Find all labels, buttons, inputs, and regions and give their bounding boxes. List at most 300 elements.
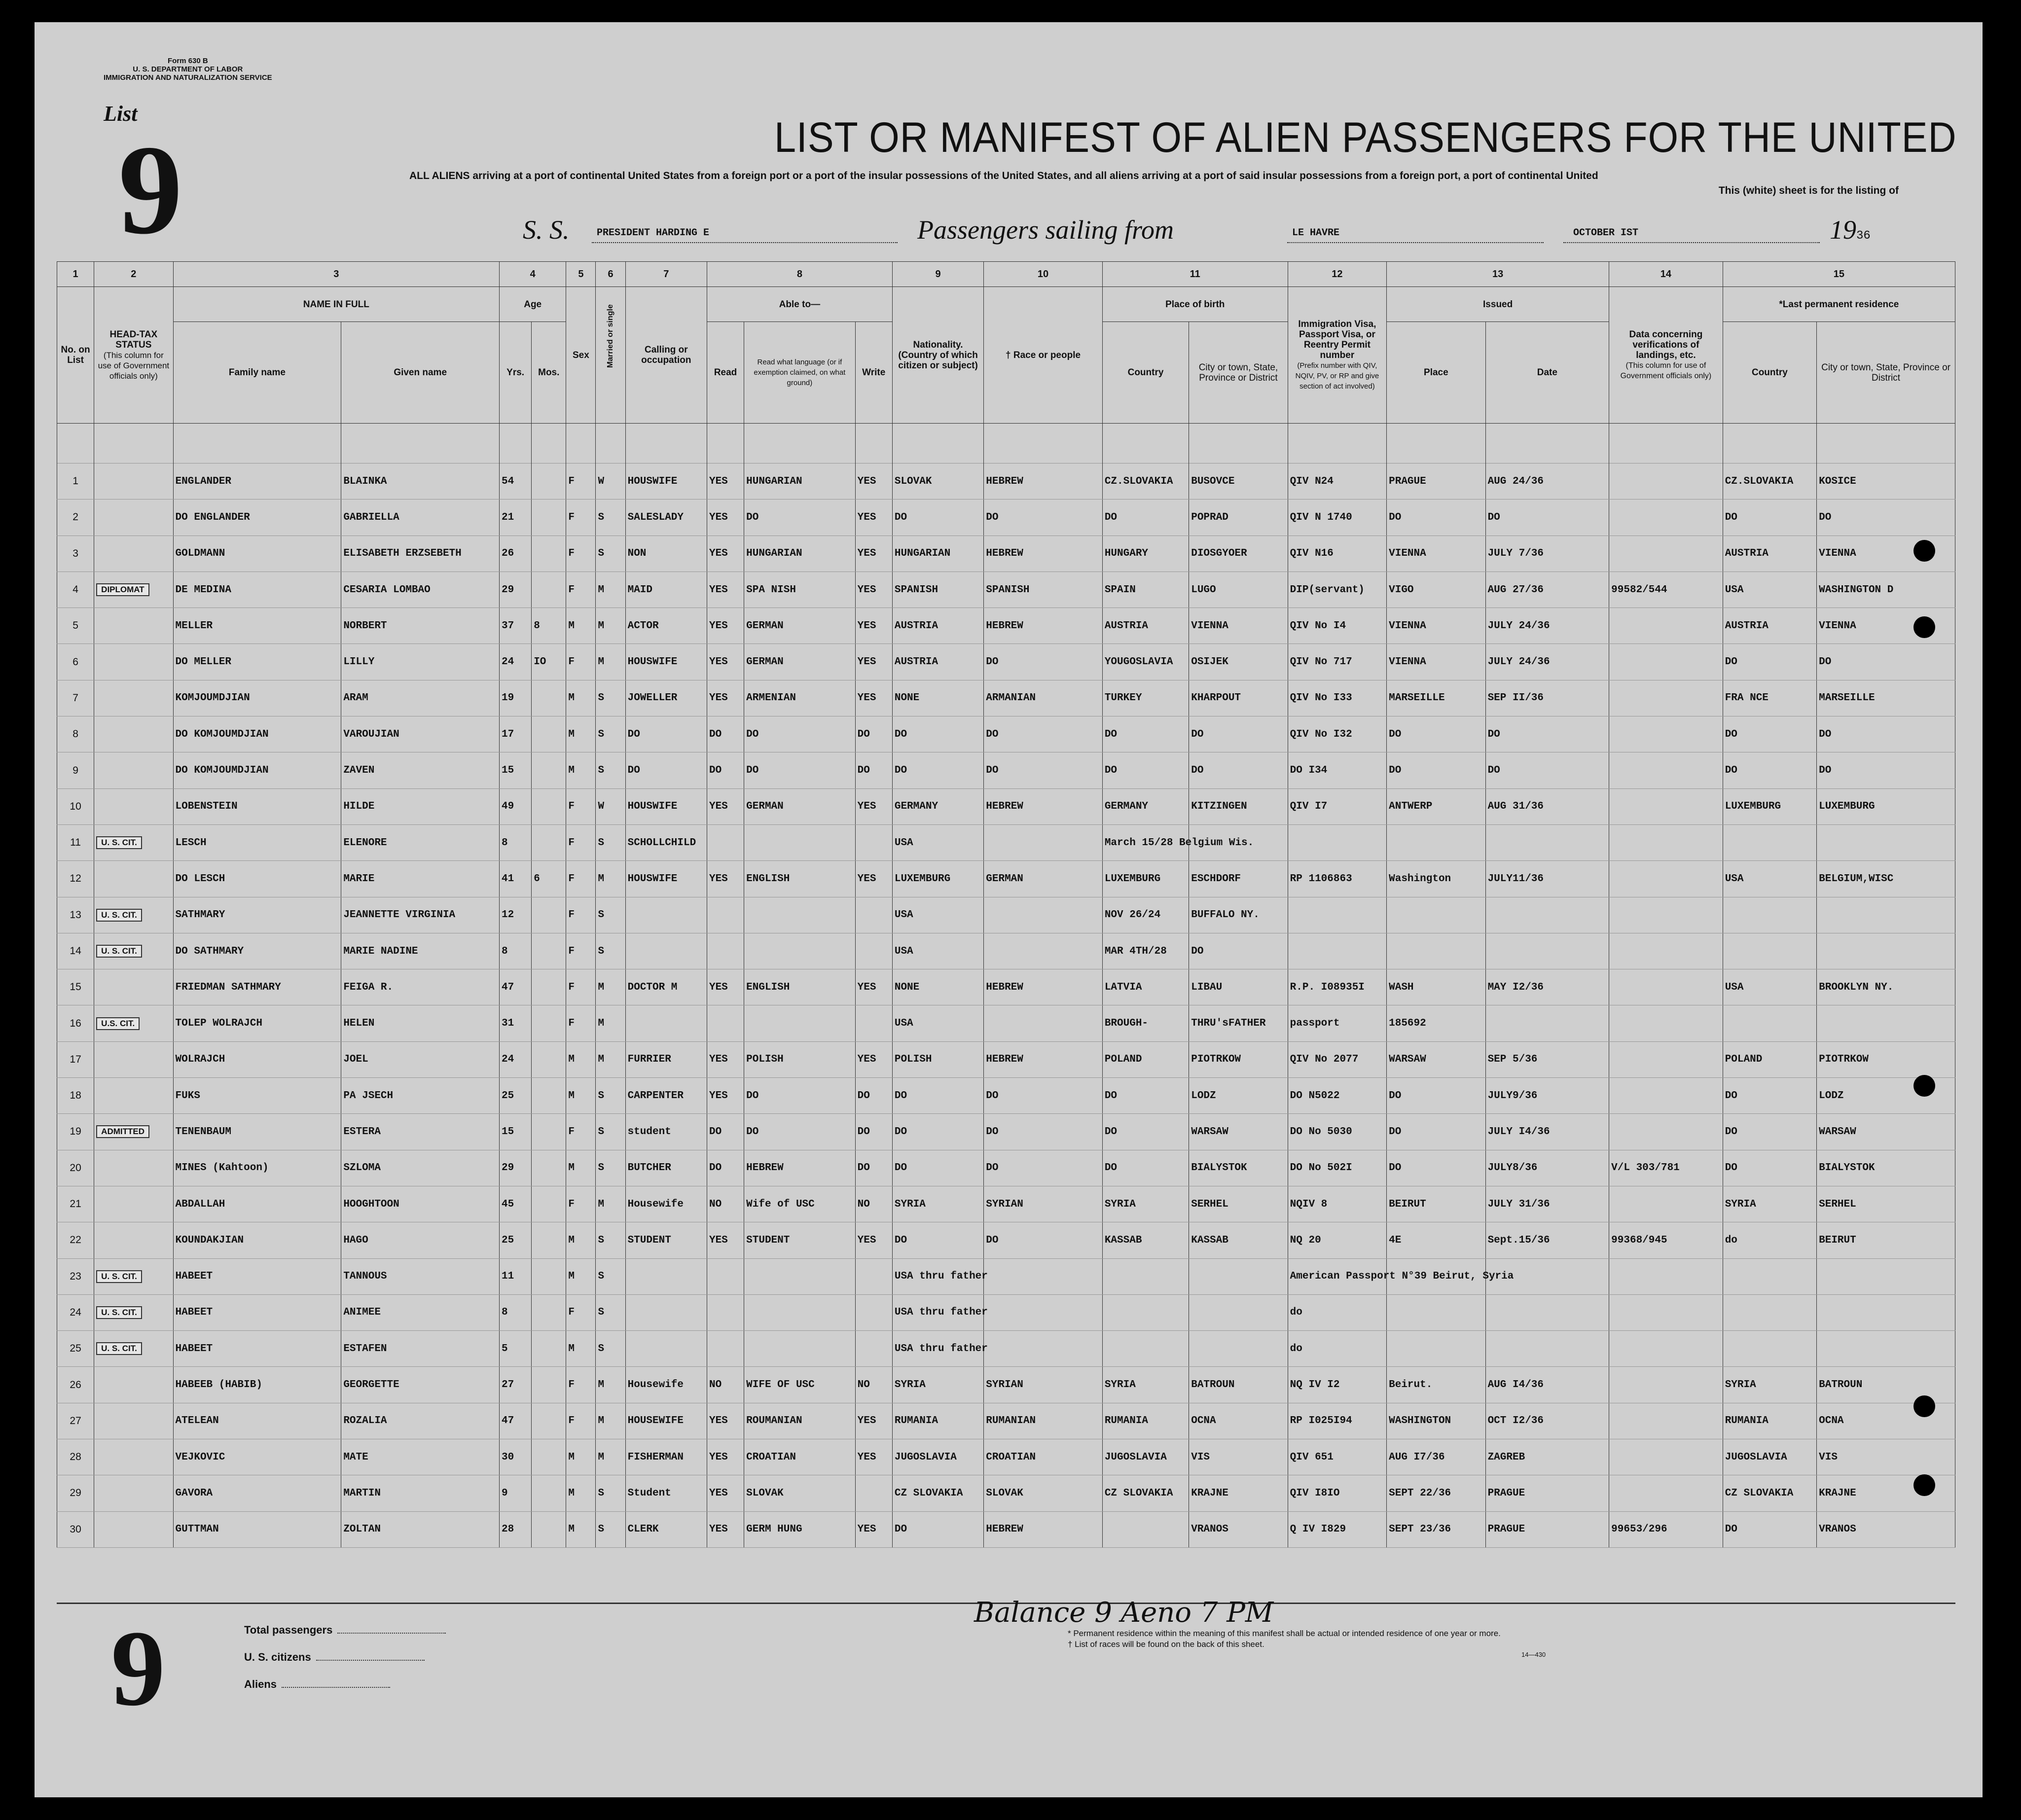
birth-city: KRAJNE <box>1189 1475 1288 1511</box>
issued-date: AUG 31/36 <box>1485 788 1609 824</box>
us-citizens-line <box>244 1651 425 1664</box>
can-write <box>855 1294 892 1330</box>
residence-city <box>1817 1331 1955 1367</box>
birth-country: CZ SLOVAKIA <box>1102 1475 1189 1511</box>
sex: F <box>566 1005 596 1041</box>
residence-country: DO <box>1723 1150 1816 1186</box>
birth-city: PIOTRKOW <box>1189 1041 1288 1077</box>
read-language: SLOVAK <box>744 1475 856 1511</box>
row-number: 6 <box>57 644 94 680</box>
age-months <box>532 571 566 607</box>
issued-date: JULY 24/36 <box>1485 608 1609 644</box>
race: DO <box>984 1150 1103 1186</box>
punch-hole <box>1913 1395 1935 1417</box>
head-tax-stamp: U. S. CIT. <box>96 909 142 922</box>
family-name: TENENBAUM <box>173 1114 341 1150</box>
residence-country: AUSTRIA <box>1723 535 1816 571</box>
visa-number: DO N5022 <box>1288 1078 1386 1114</box>
residence-country <box>1723 1258 1816 1294</box>
birth-city: OCNA <box>1189 1403 1288 1439</box>
marital-status: S <box>596 824 625 860</box>
race: HEBREW <box>984 969 1103 1005</box>
race: DO <box>984 716 1103 752</box>
nationality: AUSTRIA <box>892 608 983 644</box>
issued-place: WARSAW <box>1387 1041 1485 1077</box>
can-write: YES <box>855 1222 892 1258</box>
issued-date <box>1485 1331 1609 1367</box>
head-tax-status <box>94 788 173 824</box>
departure-port: LE HAVRE <box>1292 227 1340 239</box>
read-language: POLISH <box>744 1041 856 1077</box>
issued-date: JULY 31/36 <box>1485 1186 1609 1222</box>
visa-number: DIP(servant) <box>1288 571 1386 607</box>
family-name: HABEEB (HABIB) <box>173 1367 341 1403</box>
age-months <box>532 1005 566 1041</box>
family-name: MINES (Kahtoon) <box>173 1150 341 1186</box>
birth-city: POPRAD <box>1189 500 1288 535</box>
family-name: FUKS <box>173 1078 341 1114</box>
row-number: 19 <box>57 1114 94 1150</box>
age-years: 29 <box>500 1150 532 1186</box>
read-language <box>744 933 856 969</box>
age-months <box>532 1367 566 1403</box>
family-name: MELLER <box>173 608 341 644</box>
head-tax-status <box>94 535 173 571</box>
residence-city: DO <box>1817 500 1955 535</box>
column-number: 12 <box>1288 262 1386 287</box>
given-name: JEANNETTE VIRGINIA <box>341 897 500 933</box>
read-language: DO <box>744 500 856 535</box>
can-read <box>707 1005 744 1041</box>
head-tax-status <box>94 571 173 607</box>
issued-date: JULY11/36 <box>1485 861 1609 897</box>
head-tax-status <box>94 1439 173 1475</box>
residence-country: SYRIA <box>1723 1367 1816 1403</box>
row-number: 8 <box>57 716 94 752</box>
age-months <box>532 464 566 500</box>
column-number: 15 <box>1723 262 1955 287</box>
table-row <box>57 752 1955 788</box>
birth-country: JUGOSLAVIA <box>1102 1439 1189 1475</box>
birth-city: KITZINGEN <box>1189 788 1288 824</box>
race <box>984 1005 1103 1041</box>
given-name: VAROUJIAN <box>341 716 500 752</box>
issued-place <box>1387 897 1485 933</box>
birth-city: KHARPOUT <box>1189 680 1288 716</box>
issued-place <box>1387 933 1485 969</box>
head-tax-status <box>94 1041 173 1077</box>
table-row <box>57 1114 1955 1150</box>
head-tax-stamp: ADMITTED <box>96 1125 149 1138</box>
residence-city <box>1817 1258 1955 1294</box>
can-write: YES <box>855 1439 892 1475</box>
year-prefix: 19 <box>1830 215 1856 245</box>
visa-number: DO No 502I <box>1288 1150 1386 1186</box>
residence-country: CZ SLOVAKIA <box>1723 1475 1816 1511</box>
table-row <box>57 1367 1955 1403</box>
row-number: 18 <box>57 1078 94 1114</box>
table-row <box>57 608 1955 644</box>
sex: F <box>566 535 596 571</box>
residence-country: do <box>1723 1222 1816 1258</box>
landing-data <box>1609 535 1723 571</box>
occupation: STUDENT <box>625 1222 707 1258</box>
marital-status: M <box>596 571 625 607</box>
header-landings <box>1609 287 1723 424</box>
birth-city: BATROUN <box>1189 1367 1288 1403</box>
header-row-1 <box>57 287 1955 322</box>
row-number: 12 <box>57 861 94 897</box>
residence-city: VIENNA <box>1817 535 1955 571</box>
table-row <box>57 1150 1955 1186</box>
can-write <box>855 1331 892 1367</box>
table-row <box>57 1511 1955 1547</box>
read-language: DO <box>744 1078 856 1114</box>
race: SPANISH <box>984 571 1103 607</box>
table-row <box>57 897 1955 933</box>
sex: M <box>566 1041 596 1077</box>
residence-city: LUXEMBURG <box>1817 788 1955 824</box>
landing-data <box>1609 824 1723 860</box>
row-number: 24 <box>57 1294 94 1330</box>
race: SLOVAK <box>984 1475 1103 1511</box>
header-residence-country: Country <box>1723 322 1816 424</box>
age-years: 49 <box>500 788 532 824</box>
read-language: SPA NISH <box>744 571 856 607</box>
birth-city: VIS <box>1189 1439 1288 1475</box>
table-row <box>57 1258 1955 1294</box>
can-read: YES <box>707 861 744 897</box>
read-language: DO <box>744 716 856 752</box>
birth-country <box>1102 1511 1189 1547</box>
race <box>984 1331 1103 1367</box>
can-write: YES <box>855 1511 892 1547</box>
header-read-language: Read what language (or if exemption claimed, on what ground) <box>744 322 856 424</box>
age-years: 25 <box>500 1222 532 1258</box>
row-number: 4 <box>57 571 94 607</box>
footer-list-number: 9 <box>111 1608 165 1728</box>
race: SYRIAN <box>984 1186 1103 1222</box>
age-months <box>532 969 566 1005</box>
list-label: List <box>104 102 138 126</box>
given-name: HAGO <box>341 1222 500 1258</box>
issued-date: PRAGUE <box>1485 1511 1609 1547</box>
birth-country <box>1102 1331 1189 1367</box>
visa-number: RP 1106863 <box>1288 861 1386 897</box>
residence-country: JUGOSLAVIA <box>1723 1439 1816 1475</box>
row-number: 3 <box>57 535 94 571</box>
can-write: DO <box>855 752 892 788</box>
head-tax-status <box>94 933 173 969</box>
occupation: SCHOLLCHILD <box>625 824 707 860</box>
issued-place <box>1387 824 1485 860</box>
occupation: MAID <box>625 571 707 607</box>
head-tax-status <box>94 1475 173 1511</box>
read-language: CROATIAN <box>744 1439 856 1475</box>
read-language: DO <box>744 752 856 788</box>
residence-country: LUXEMBURG <box>1723 788 1816 824</box>
landing-data <box>1609 861 1723 897</box>
marital-status: S <box>596 500 625 535</box>
birth-country: GERMANY <box>1102 788 1189 824</box>
birth-city: WARSAW <box>1189 1114 1288 1150</box>
birth-country: DO <box>1102 1078 1189 1114</box>
family-name: SATHMARY <box>173 897 341 933</box>
age-years: 8 <box>500 1294 532 1330</box>
age-years: 54 <box>500 464 532 500</box>
age-months <box>532 1294 566 1330</box>
birth-country: DO <box>1102 1150 1189 1186</box>
residence-country: USA <box>1723 571 1816 607</box>
row-number: 25 <box>57 1331 94 1367</box>
visa-number: NQIV 8 <box>1288 1186 1386 1222</box>
race: DO <box>984 1078 1103 1114</box>
nationality: LUXEMBURG <box>892 861 983 897</box>
can-write <box>855 1258 892 1294</box>
marital-status: M <box>596 1005 625 1041</box>
landing-data <box>1609 1475 1723 1511</box>
head-tax-note: (This column for use of Government officials only) <box>98 350 170 381</box>
residence-city: VIENNA <box>1817 608 1955 644</box>
header-head-tax <box>94 287 173 424</box>
residence-city: BIALYSTOK <box>1817 1150 1955 1186</box>
nationality: JUGOSLAVIA <box>892 1439 983 1475</box>
issued-date: AUG 27/36 <box>1485 571 1609 607</box>
occupation <box>625 1258 707 1294</box>
issued-place: DO <box>1387 716 1485 752</box>
manifest-footer <box>57 1597 1955 1777</box>
subtitle-sheet: This (white) sheet is for the listing of <box>1718 185 1899 196</box>
given-name: MARTIN <box>341 1475 500 1511</box>
landing-data <box>1609 464 1723 500</box>
age-years: 15 <box>500 1114 532 1150</box>
age-years: 9 <box>500 1475 532 1511</box>
can-write: YES <box>855 500 892 535</box>
read-language: WIFE OF USC <box>744 1367 856 1403</box>
occupation <box>625 933 707 969</box>
birth-country: HUNGARY <box>1102 535 1189 571</box>
residence-country: DO <box>1723 500 1816 535</box>
header-nationality: Nationality. (Country of which citizen or subject) <box>892 287 983 424</box>
head-tax-status <box>94 1005 173 1041</box>
birth-country: SYRIA <box>1102 1186 1189 1222</box>
can-write: DO <box>855 1150 892 1186</box>
header-married <box>596 287 625 424</box>
page-title: LIST OR MANIFEST OF ALIEN PASSENGERS FOR THE UNITED <box>774 114 1957 161</box>
birth-city: THRU'sFATHER <box>1189 1005 1288 1041</box>
birth-country: TURKEY <box>1102 680 1189 716</box>
visa-number: QIV No I4 <box>1288 608 1386 644</box>
occupation <box>625 1005 707 1041</box>
read-language <box>744 824 856 860</box>
birth-city: OSIJEK <box>1189 644 1288 680</box>
birth-city: LODZ <box>1189 1078 1288 1114</box>
row-number: 11 <box>57 824 94 860</box>
marital-status: S <box>596 1294 625 1330</box>
sex: M <box>566 1439 596 1475</box>
residence-country: POLAND <box>1723 1041 1816 1077</box>
nationality: DO <box>892 1114 983 1150</box>
marital-status: S <box>596 1222 625 1258</box>
race: ARMANIAN <box>984 680 1103 716</box>
sex: M <box>566 1331 596 1367</box>
passenger-rows <box>57 464 1955 1548</box>
head-tax-status <box>94 680 173 716</box>
birth-country: March 15/28 Belgium Wis. <box>1102 824 1189 860</box>
issued-date: ZAGREB <box>1485 1439 1609 1475</box>
ship-name: PRESIDENT HARDING E <box>597 227 710 239</box>
visa-number <box>1288 824 1386 860</box>
read-language: ARMENIAN <box>744 680 856 716</box>
residence-city: LODZ <box>1817 1078 1955 1114</box>
given-name: HOOGHTOON <box>341 1186 500 1222</box>
nationality: POLISH <box>892 1041 983 1077</box>
residence-country: USA <box>1723 861 1816 897</box>
sex: F <box>566 969 596 1005</box>
header-race: † Race or people <box>984 287 1103 424</box>
family-name: DO KOMJOUMDJIAN <box>173 752 341 788</box>
visa-number: passport <box>1288 1005 1386 1041</box>
family-name: KOMJOUMDJIAN <box>173 680 341 716</box>
race <box>984 933 1103 969</box>
aliens-blank <box>282 1687 390 1688</box>
age-months <box>532 788 566 824</box>
can-write: NO <box>855 1186 892 1222</box>
head-tax-status <box>94 1078 173 1114</box>
given-name: JOEL <box>341 1041 500 1077</box>
sex: F <box>566 1186 596 1222</box>
row-number: 1 <box>57 464 94 500</box>
issued-date: JULY9/36 <box>1485 1078 1609 1114</box>
family-name: FRIEDMAN SATHMARY <box>173 969 341 1005</box>
residence-city <box>1817 897 1955 933</box>
column-number: 13 <box>1387 262 1609 287</box>
given-name: BLAINKA <box>341 464 500 500</box>
sex: M <box>566 680 596 716</box>
read-language: HEBREW <box>744 1150 856 1186</box>
family-name: HABEET <box>173 1294 341 1330</box>
marital-status: S <box>596 1475 625 1511</box>
column-number: 9 <box>892 262 983 287</box>
can-write: DO <box>855 716 892 752</box>
sex: F <box>566 897 596 933</box>
can-read <box>707 1294 744 1330</box>
issued-place: DO <box>1387 752 1485 788</box>
birth-city: VIENNA <box>1189 608 1288 644</box>
can-read: DO <box>707 752 744 788</box>
age-months <box>532 1114 566 1150</box>
landing-data <box>1609 500 1723 535</box>
race <box>984 824 1103 860</box>
head-tax-stamp: DIPLOMAT <box>96 583 149 596</box>
read-language <box>744 1331 856 1367</box>
family-name: DO SATHMARY <box>173 933 341 969</box>
age-months <box>532 1511 566 1547</box>
can-write: YES <box>855 571 892 607</box>
visa-number: QIV No I33 <box>1288 680 1386 716</box>
birth-city: LUGO <box>1189 571 1288 607</box>
occupation: HOUSWIFE <box>625 644 707 680</box>
issued-place <box>1387 1294 1485 1330</box>
birth-city: BUSOVCE <box>1189 464 1288 500</box>
given-name: TANNOUS <box>341 1258 500 1294</box>
race <box>984 1258 1103 1294</box>
nationality: USA <box>892 824 983 860</box>
marital-status: S <box>596 752 625 788</box>
occupation <box>625 897 707 933</box>
birth-country: POLAND <box>1102 1041 1189 1077</box>
sex: F <box>566 644 596 680</box>
age-months <box>532 680 566 716</box>
given-name: MARIE <box>341 861 500 897</box>
age-months <box>532 1041 566 1077</box>
can-write: YES <box>855 1041 892 1077</box>
can-write <box>855 897 892 933</box>
table-row <box>57 1222 1955 1258</box>
birth-city: DIOSGYOER <box>1189 535 1288 571</box>
race: DO <box>984 1114 1103 1150</box>
nationality: SYRIA <box>892 1367 983 1403</box>
family-name: LOBENSTEIN <box>173 788 341 824</box>
landings-label: Data concerning verifications of landings, etc. <box>1629 329 1703 360</box>
column-number: 2 <box>94 262 173 287</box>
residence-country: DO <box>1723 1114 1816 1150</box>
birth-country: DO <box>1102 752 1189 788</box>
table-row <box>57 1331 1955 1367</box>
sex: M <box>566 1511 596 1547</box>
issued-place: BEIRUT <box>1387 1186 1485 1222</box>
race: GERMAN <box>984 861 1103 897</box>
family-name: VEJKOVIC <box>173 1439 341 1475</box>
head-tax-stamp: U. S. CIT. <box>96 945 142 958</box>
head-tax-status <box>94 1367 173 1403</box>
nationality: NONE <box>892 969 983 1005</box>
head-tax-status <box>94 1186 173 1222</box>
birth-city: ESCHDORF <box>1189 861 1288 897</box>
punch-hole <box>1913 616 1935 638</box>
family-name: DO MELLER <box>173 644 341 680</box>
birth-country: AUSTRIA <box>1102 608 1189 644</box>
landing-data <box>1609 1114 1723 1150</box>
age-months <box>532 1078 566 1114</box>
table-row <box>57 1041 1955 1077</box>
spacer-row <box>57 424 1955 464</box>
sex: M <box>566 716 596 752</box>
birth-city: DO <box>1189 933 1288 969</box>
visa-number: DO I34 <box>1288 752 1386 788</box>
occupation: JOWELLER <box>625 680 707 716</box>
residence-city: OCNA <box>1817 1403 1955 1439</box>
departure-date: OCTOBER IST <box>1573 227 1639 239</box>
age-months <box>532 500 566 535</box>
can-read <box>707 1331 744 1367</box>
residence-city: PIOTRKOW <box>1817 1041 1955 1077</box>
head-tax-status <box>94 608 173 644</box>
marital-status: M <box>596 1439 625 1475</box>
age-years: 47 <box>500 1403 532 1439</box>
read-language: ROUMANIAN <box>744 1403 856 1439</box>
marital-status: M <box>596 1403 625 1439</box>
occupation: CLERK <box>625 1511 707 1547</box>
residence-city: WARSAW <box>1817 1114 1955 1150</box>
column-number: 11 <box>1102 262 1288 287</box>
sex: F <box>566 1114 596 1150</box>
row-number: 23 <box>57 1258 94 1294</box>
header-issued-place: Place <box>1387 322 1485 424</box>
occupation: Student <box>625 1475 707 1511</box>
header-read: Read <box>707 322 744 424</box>
age-months <box>532 1222 566 1258</box>
